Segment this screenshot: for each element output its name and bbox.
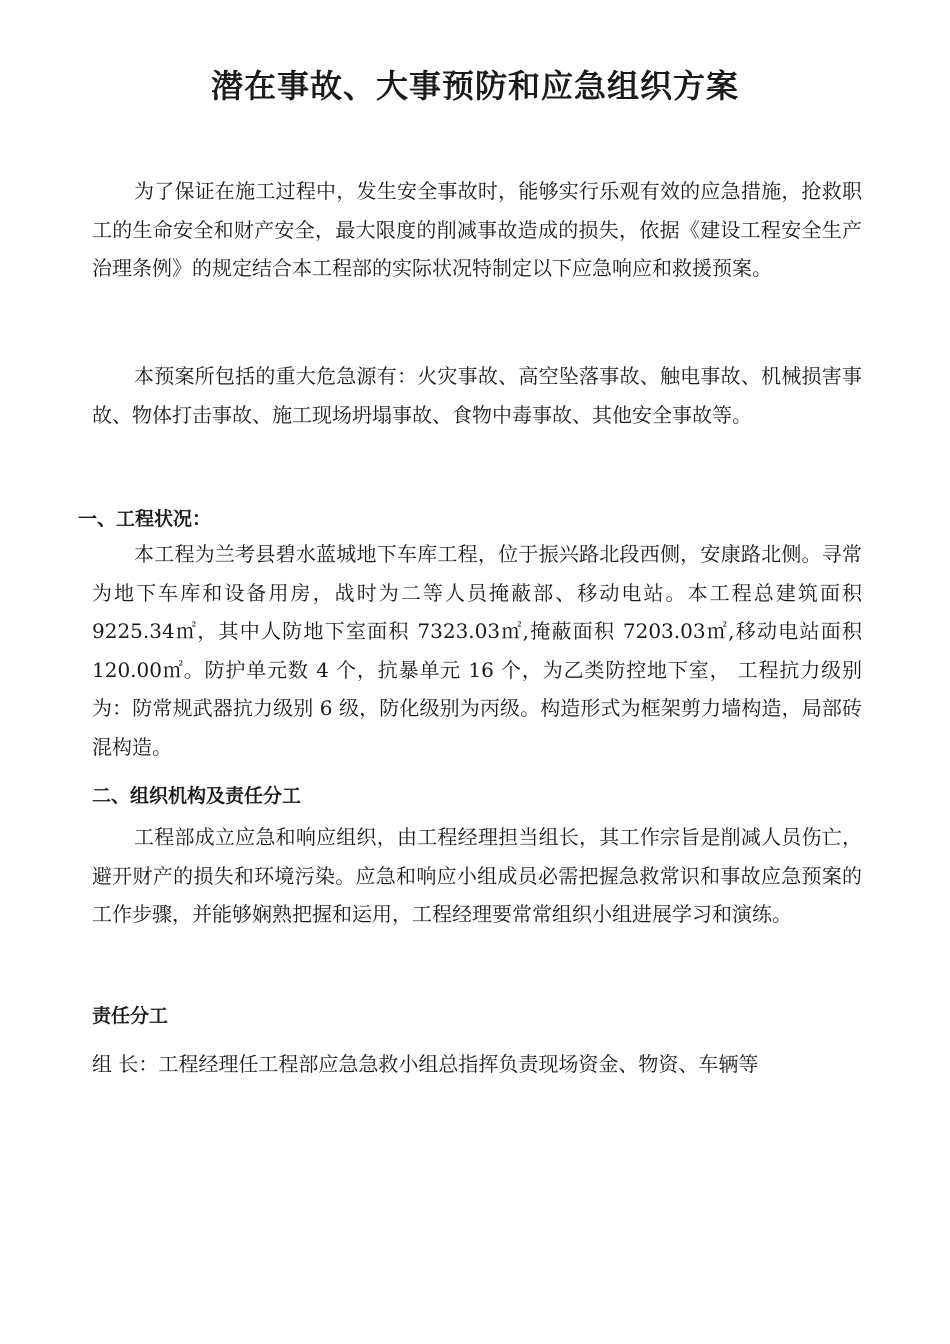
project-status-paragraph: 本工程为兰考县碧水蓝城地下车库工程，位于振兴路北段西侧，安康路北侧。寻常为地下车库和设备用房，战时为二等人员掩蔽部、移动电站。本工程总建筑面积 9225.34㎡，其中人防地下室面积 7323.03㎡,掩蔽面积 7203.03㎡,移动电站面积 120.00㎡。防护单元数 4 个，抗暴单元 16 个，为乙类防控地下室， 工程抗力级别为：防常规武器抗力级别 6 级，防化级别为丙级。构造形式为框架剪力墙构造，局部砖混构造。 [92, 542, 862, 759]
section-heading-organization: 二、组织机构及责任分工 [92, 785, 302, 807]
intro-paragraph-hazards: 本预案所包括的重大危急源有：火灾事故、高空坠落事故、触电事故、机械损害事故、物体打击事故、施工现场坍塌事故、食物中毒事故、其他安全事故等。 [92, 364, 862, 427]
intro-paragraph-purpose: 为了保证在施工过程中，发生安全事故时，能够实行乐观有效的应急措施，抢救职工的生命安全和财产安全，最大限度的削减事故造成的损失，依据《建设工程安全生产治理条例》的规定结合本工程部的实际状况特制定以下应急响应和救援预案。 [92, 179, 862, 280]
organization-paragraph: 工程部成立应急和响应组织，由工程经理担当组长，其工作宗旨是削减人员伤亡，避开财产的损失和环境污染。应急和响应小组成员必需把握急救常识和事故应急预案的工作步骤，并能够娴熟把握和运用，工程经理要常常组织小组进展学习和演练。 [92, 825, 862, 926]
section-heading-project-status: 一、工程状况： [78, 508, 212, 530]
section-heading-responsibilities: 责任分工 [92, 1005, 169, 1027]
document-title: 潜在事故、大事预防和应急组织方案 [210, 67, 739, 105]
responsibility-line-leader: 组 长：工程经理任工程部应急急救小组总指挥负责现场资金、物资、车辆等 [92, 1052, 759, 1076]
